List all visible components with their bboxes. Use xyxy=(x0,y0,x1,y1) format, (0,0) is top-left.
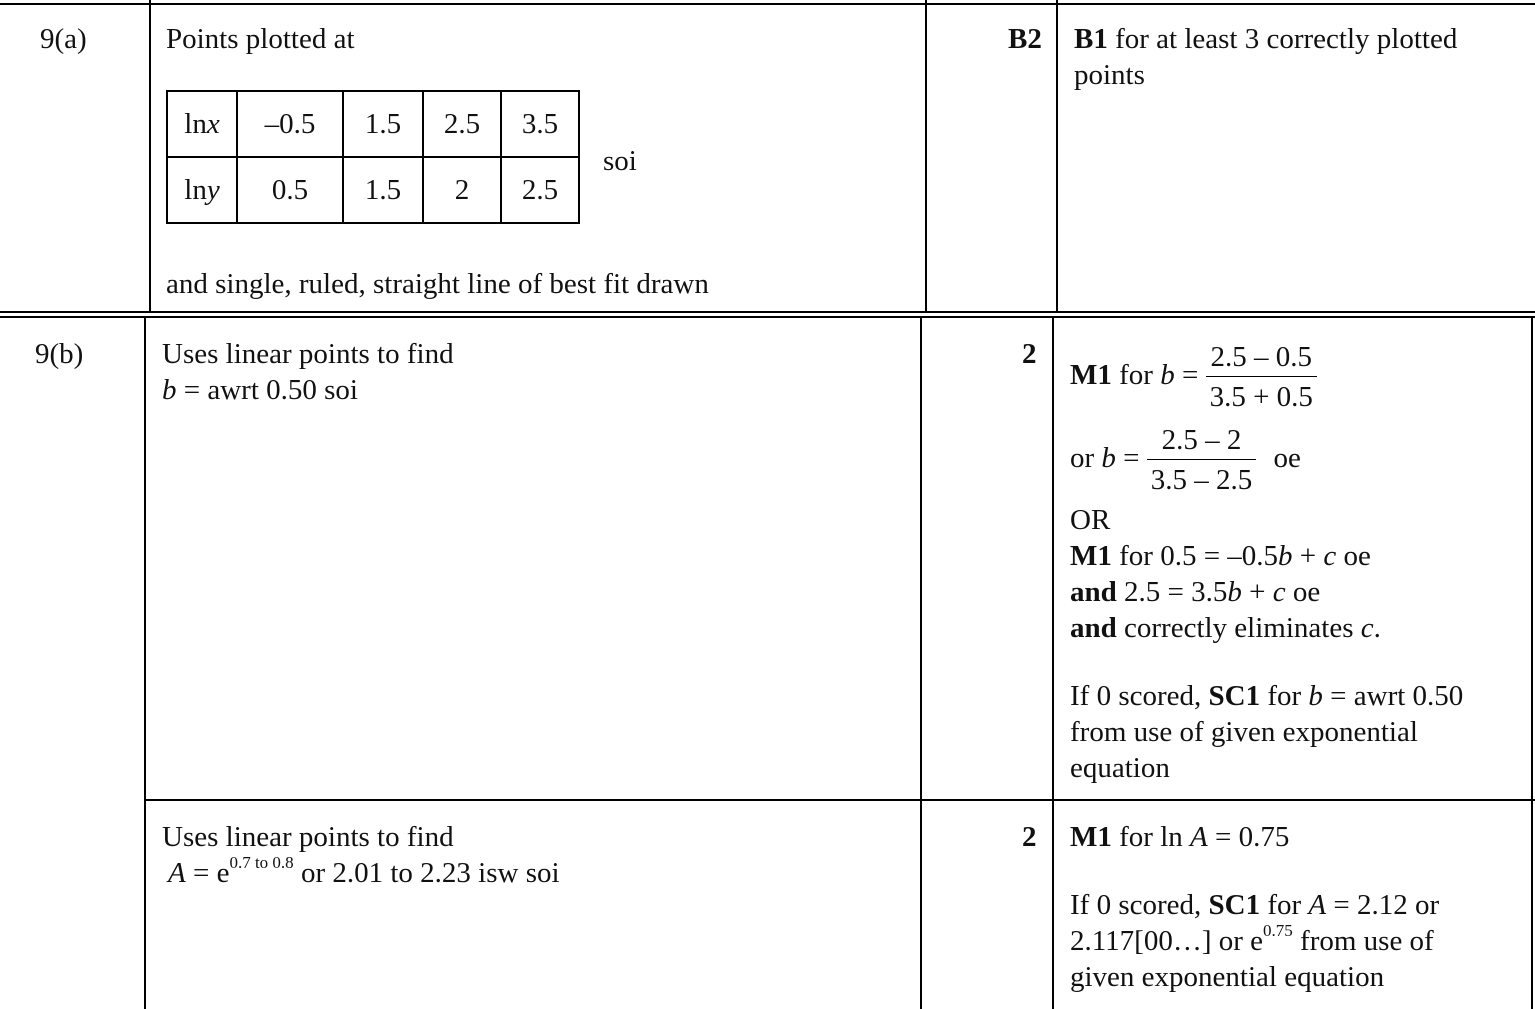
row-divider-9a-9b xyxy=(0,311,1535,313)
col-line-label-9a xyxy=(149,0,151,312)
guidance-9b-part2-m1: M1 for ln A = 0.75 xyxy=(1070,821,1290,853)
soi-note-9a: soi xyxy=(603,145,637,177)
row-divider-9b-parts xyxy=(144,799,1535,801)
row-divider-9a-9b-inner xyxy=(0,316,1535,318)
table-row-lny xyxy=(167,157,579,223)
guidance-9a: B1 for at least 3 correctly plotted points xyxy=(1074,23,1458,91)
question-label-9b: 9(b) xyxy=(35,338,84,370)
question-label-9a: 9(a) xyxy=(40,23,87,55)
fraction-1: $\frac{2.5 - 0.5}{3.5 + 0.5}$ xyxy=(1206,338,1317,417)
marks-9a: B2 xyxy=(1008,23,1042,55)
table-cell: –0.5 xyxy=(237,91,343,157)
log-values-table xyxy=(166,90,580,224)
table-cell: 2.5 xyxy=(501,157,579,223)
guidance-9b-part1-m1: M1 for b = $\frac{2.5 - 0.5}{3.5 + 0.5}$ xyxy=(1070,338,1317,417)
marks-9b-part2: 2 xyxy=(1022,821,1037,853)
answer-intro-9a: Points plotted at xyxy=(166,23,355,55)
marks-9b-part1: 2 xyxy=(1022,338,1037,370)
answer-end-9a: and single, ruled, straight line of best fit drawn xyxy=(166,268,709,300)
table-row-lnx xyxy=(167,91,579,157)
col-line-guidance-9a xyxy=(1056,0,1058,312)
col-line-marks-9b xyxy=(920,317,922,1009)
guidance-9b-part2-sc: If 0 scored, SC1 for A = 2.12 or 2.117[00…] or $e^{0.75}$ from use of given exponential equation xyxy=(1070,889,1440,993)
table-cell: 1.5 xyxy=(343,157,423,223)
guidance-9b-part1-sc: If 0 scored, SC1 for b = awrt 0.50 from use of given exponential equation xyxy=(1070,680,1464,784)
col-line-marks-9a xyxy=(925,0,927,312)
table-cell: 1.5 xyxy=(343,91,423,157)
guidance-code: B1 xyxy=(1074,23,1108,55)
table-cell: 3.5 xyxy=(501,91,579,157)
guidance-9b-part1-alt: OR M1 for 0.5 = –0.5b + c oe and 2.5 = 3.5b + c oe and correctly eliminates c. xyxy=(1070,504,1381,644)
right-border-9b xyxy=(1531,317,1533,1009)
answer-9b-part2: Uses linear points to find $A = e^{0.7 to 0.8}$ or 2.01 to 2.23 isw soi xyxy=(162,821,560,889)
table-cell: 2.5 xyxy=(423,91,501,157)
table-cell: lny xyxy=(167,157,237,223)
answer-9b-part1: Uses linear points to find b = awrt 0.50 soi xyxy=(162,338,454,406)
table-cell: lnx xyxy=(167,91,237,157)
fraction-2: $\frac{2.5 - 2}{3.5 - 2.5}$ xyxy=(1147,421,1257,500)
table-cell: 2 xyxy=(423,157,501,223)
guidance-9b-part1-or: or b = $\frac{2.5 - 2}{3.5 - 2.5}$ oe xyxy=(1070,421,1301,500)
table-cell: 0.5 xyxy=(237,157,343,223)
col-line-label-9b xyxy=(144,317,146,1009)
col-line-guidance-9b xyxy=(1052,317,1054,1009)
top-border xyxy=(0,3,1535,5)
